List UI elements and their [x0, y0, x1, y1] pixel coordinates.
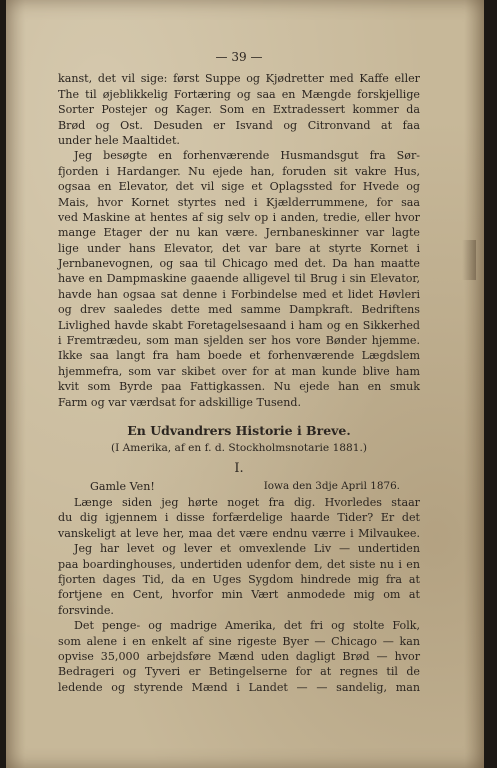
- page-text: [58, 50, 420, 695]
- text-line: lige under hans Elevator, det var bare at styrte Kornet i: [58, 241, 420, 255]
- paragraph-5: [58, 618, 420, 695]
- text-line: paa boardinghouses, undertiden udenfor dem, det siste nu i en: [58, 557, 420, 571]
- letter-header: [58, 479, 420, 495]
- paragraph-3: [58, 495, 420, 541]
- paragraph-2: [58, 148, 420, 410]
- text-line: fortjene en Cent, hvorfor min Vært anmodede mig om at: [58, 588, 420, 602]
- text-line: kvit som Byrde paa Fattigkassen. Nu ejede han en smuk: [58, 380, 420, 394]
- text-line: mange Etager der nu kan være. Jernbaneskinner var lagte: [58, 226, 420, 240]
- section-heading: En Udvandrers Historie i Breve.: [127, 423, 351, 438]
- text-line: Længe siden jeg hørte noget fra dig. Hvorledes staar: [74, 496, 420, 509]
- text-line: Sorter Postejer og Kager. Som en Extradessert kommer da: [58, 103, 420, 117]
- text-line: Jernbanevognen, og saa til Chicago med det. Da han maatte: [58, 257, 420, 271]
- text-line: ved Maskine at hentes af sig selv op i anden, tredie, eller hvor: [58, 210, 420, 224]
- text-line: hjemmefra, som var skibet over for at man kunde blive ham: [58, 364, 420, 378]
- text-line: forsvinde.: [58, 603, 114, 617]
- text-line: Det penge- og madrige Amerika, det fri og stolte Folk,: [74, 619, 420, 633]
- text-line: have en Dampmaskine gaaende alligevel til Brug i sin Elevator,: [58, 272, 420, 286]
- text-line: fjorten dages Tid, da en Uges Sygdom hindrede mig fra at: [58, 572, 420, 586]
- text-line: under hele Maaltidet.: [58, 133, 180, 147]
- letter-number: I.: [234, 461, 244, 476]
- salutation: Gamle Ven!: [90, 480, 155, 493]
- text-line: Ikke saa langt fra ham boede et forhenværende Lægdslem: [58, 349, 420, 363]
- text-line: Bedrageri og Tyveri er Betingelserne for at regnes til de: [58, 665, 420, 679]
- page-number: — 39 —: [215, 50, 263, 64]
- letter-date: Iowa den 3dje April 1876.: [263, 480, 400, 492]
- book-page: [6, 0, 484, 768]
- text-line: ledende og styrende Mænd i Landet — — sandelig, man: [58, 680, 420, 694]
- text-line: Farm og var værdsat for adskillige Tusend.: [58, 395, 302, 409]
- text-line: Mais, hvor Kornet styrtes ned i Kjælderrummene, for saa: [58, 195, 420, 209]
- section-subheading: (I Amerika, af en f. d. Stockholmsnotarie 1881.): [110, 442, 368, 454]
- text-line: kanst, det vil sige: først Suppe og Kjødretter med Kaffe eller: [58, 72, 420, 86]
- text-line: du dig igjennem i disse forfærdelige haarde Tider? Er det: [58, 511, 420, 525]
- text-line: og drev saaledes dette med samme Dampkraft. Bedriftens: [58, 303, 420, 317]
- text-line: The til øjeblikkelig Fortæring og saa en Mængde forskjellige: [58, 87, 420, 101]
- text-line: Jeg har levet og lever et omvexlende Liv — undertiden: [74, 542, 420, 556]
- text-line: opvise 35,000 arbejdsføre Mænd uden dagligt Brød — hvor: [58, 649, 420, 663]
- text-line: Jeg besøgte en forhenværende Husmandsgut fra Sør-: [74, 149, 420, 163]
- page-crease: [462, 240, 476, 280]
- paragraph-1: [58, 71, 420, 148]
- text-line: ogsaa en Elevator, det vil sige et Oplagssted for Hvede og: [58, 180, 420, 194]
- text-line: vanskeligt at leve her, maa det være endnu værre i Milvaukee.: [58, 526, 420, 540]
- paragraph-4: [58, 541, 420, 618]
- text-line: fjorden i Hardanger. Nu ejede han, foruden sit vakre Hus,: [58, 164, 420, 178]
- text-line: Brød og Ost. Desuden er Isvand og Citronvand at faa: [58, 118, 420, 132]
- text-line: Livlighed havde skabt Foretagelsesaand i ham og en Sikkerhed: [58, 318, 420, 332]
- text-line: i Fremtrædeu, som man sjelden ser hos vore Bønder hjemme.: [58, 334, 420, 348]
- text-line: som alene i en enkelt af sine rigeste Byer — Chicago — kan: [58, 634, 420, 648]
- text-line: havde han ogsaa sat denne i Forbindelse med et lidet Høvleri: [58, 287, 420, 301]
